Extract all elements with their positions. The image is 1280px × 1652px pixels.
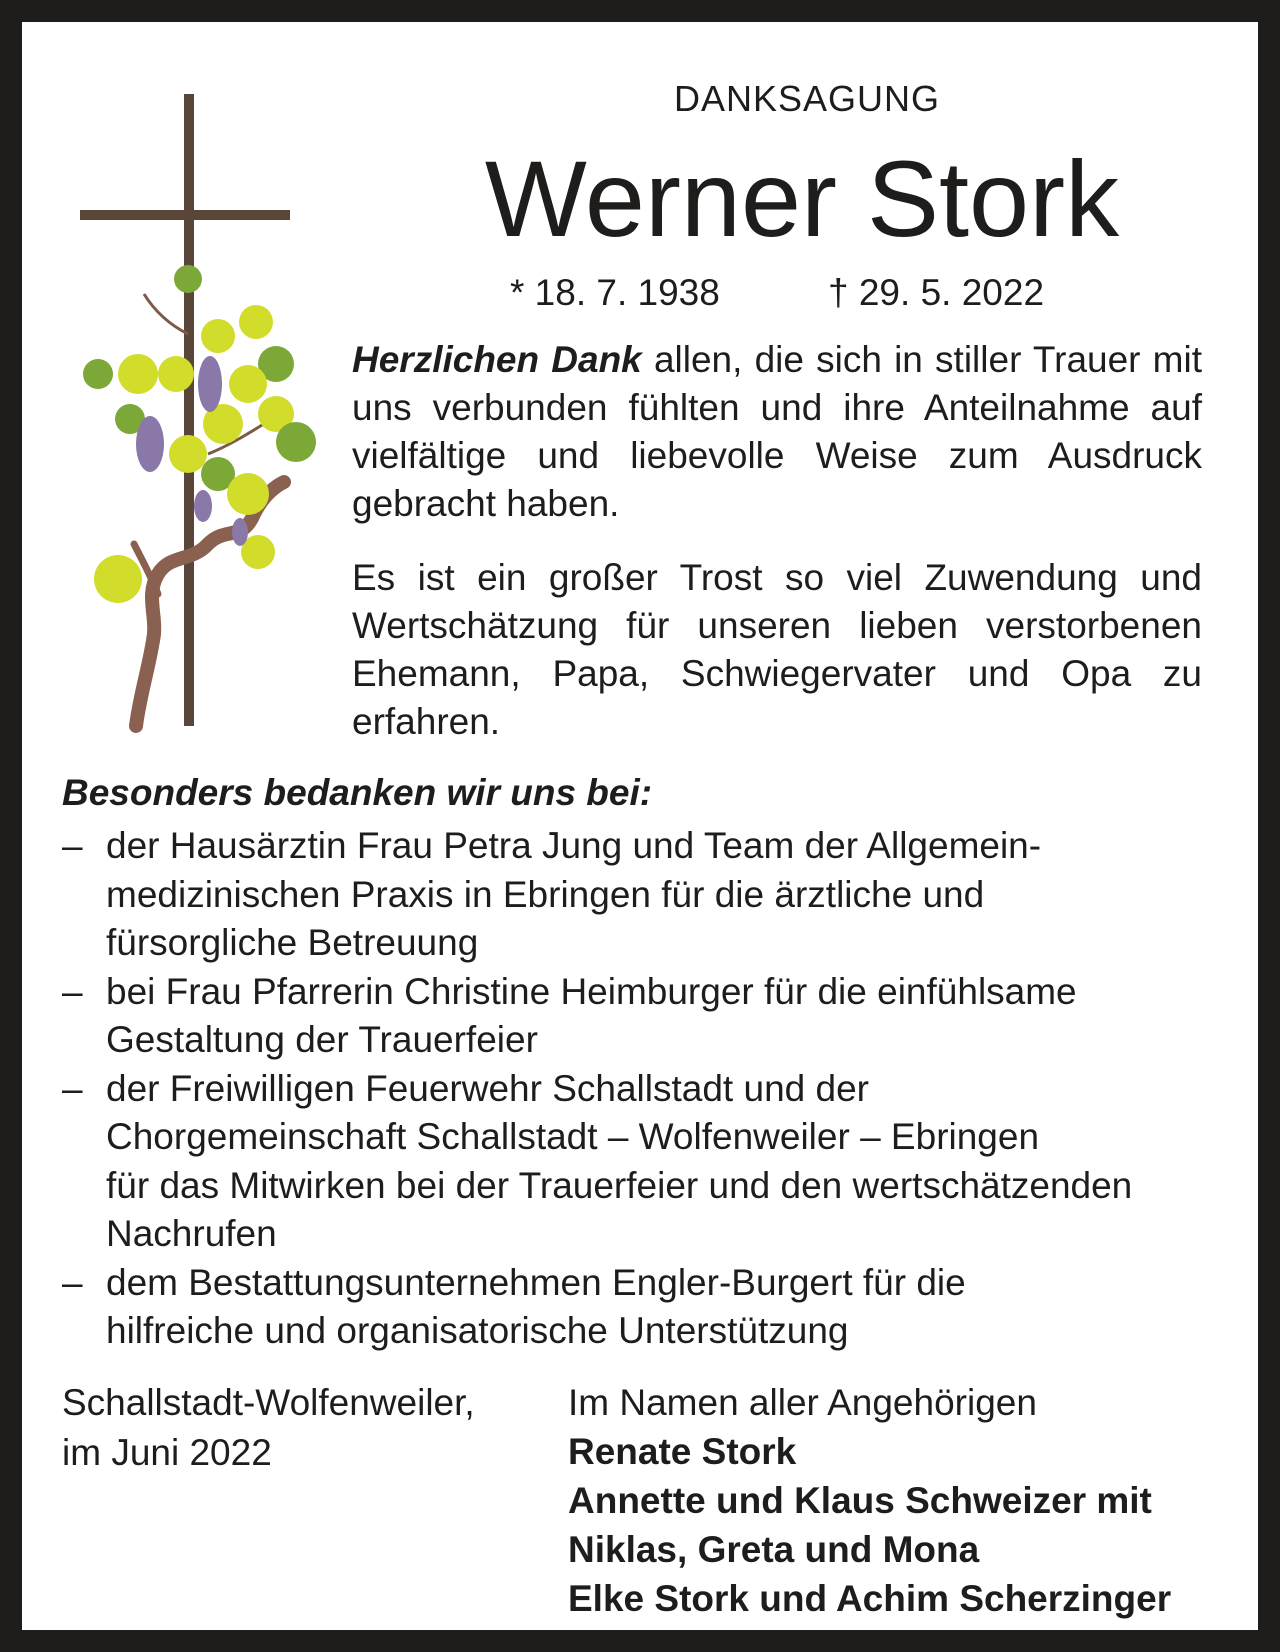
grape-cluster: [194, 490, 212, 522]
heading-danksagung: DANKSAGUNG: [673, 78, 941, 119]
list-item-text: der Hausärztin Frau Petra Jung und Team der Allgemein- medizinischen Praxis in Ebringen für die ärztliche und fürsorgliche Betreuung: [106, 825, 1042, 963]
list-item-text: der Freiwilligen Feuerwehr Schallstadt und der Chorgemeinschaft Schallstadt – Wolfenweiler – Ebringen für das Mitwirken bei der Trauerfeier und den wertschätzenden Nachrufen: [106, 1067, 1133, 1254]
leaf: [276, 422, 316, 462]
birth-date: * 18. 7. 1938: [510, 272, 720, 313]
leaf: [227, 473, 269, 515]
vine-tendril: [144, 294, 188, 334]
list-item: [62, 822, 1222, 968]
vine-trunk: [136, 482, 284, 726]
list-item: [62, 968, 1222, 1065]
leaf: [94, 555, 142, 603]
cross-vertical-beam: [184, 94, 194, 726]
cross-horizontal-beam: [80, 210, 290, 220]
leaf: [229, 365, 267, 403]
list-dash: –: [62, 825, 83, 866]
special-thanks-list: [62, 822, 1222, 1356]
signer-line: Elke Stork und Achim Scherzinger: [568, 1578, 1172, 1619]
special-thanks-title: Besonders bedanken wir uns bei:: [62, 772, 653, 813]
grape-cluster: [198, 356, 222, 412]
obituary-card: [22, 22, 1258, 1630]
leaf: [158, 356, 194, 392]
grape-cluster: [232, 518, 248, 546]
thanks-paragraph-1-text: allen, die sich in stiller Trauer mit uns verbunden fühlten und ihre Anteilnahme auf vielfältige und liebevolle Weise zum Ausdruck gebracht haben.: [352, 339, 1202, 524]
list-item: [62, 1259, 1222, 1356]
leaf: [83, 359, 113, 389]
signers-intro: Im Namen aller Angehörigen: [568, 1382, 1037, 1423]
signer-line: Niklas, Greta und Mona: [568, 1529, 980, 1570]
leaf: [201, 319, 235, 353]
signer-line: Renate Stork: [568, 1431, 797, 1472]
deceased-name: Werner Stork: [484, 138, 1120, 259]
place-and-date: Schallstadt-Wolfenweiler, im Juni 2022: [62, 1382, 475, 1473]
list-item-text: bei Frau Pfarrerin Christine Heimburger für die einfühlsame Gestaltung der Trauerfeier: [106, 970, 1077, 1060]
thanks-paragraph-1-bold: Herzlichen Dank: [352, 339, 642, 380]
leaf: [169, 435, 207, 473]
cross-with-grapevine-illustration: [58, 74, 328, 754]
signer-line: Annette und Klaus Schweizer mit: [568, 1480, 1152, 1521]
leaf: [118, 354, 158, 394]
list-item: [62, 1065, 1222, 1259]
list-item-text: dem Bestattungsunternehmen Engler-Burgert für die hilfreiche und organisatorische Unterstützung: [106, 1261, 966, 1351]
leaf: [174, 265, 202, 293]
leaf: [239, 305, 273, 339]
death-date: † 29. 5. 2022: [828, 272, 1045, 313]
list-dash: –: [62, 1067, 83, 1109]
grape-cluster: [136, 416, 164, 472]
thanks-paragraph-1: [352, 336, 1202, 528]
list-dash: –: [62, 970, 83, 1012]
thanks-paragraph-2: Es ist ein großer Trost so viel Zuwendung und Wertschätzung für unseren lieben verstorbenen Ehemann, Papa, Schwiegervater und Opa zu erfahren.: [352, 557, 1202, 742]
list-dash: –: [62, 1261, 83, 1303]
signers-block: [568, 1378, 1171, 1623]
